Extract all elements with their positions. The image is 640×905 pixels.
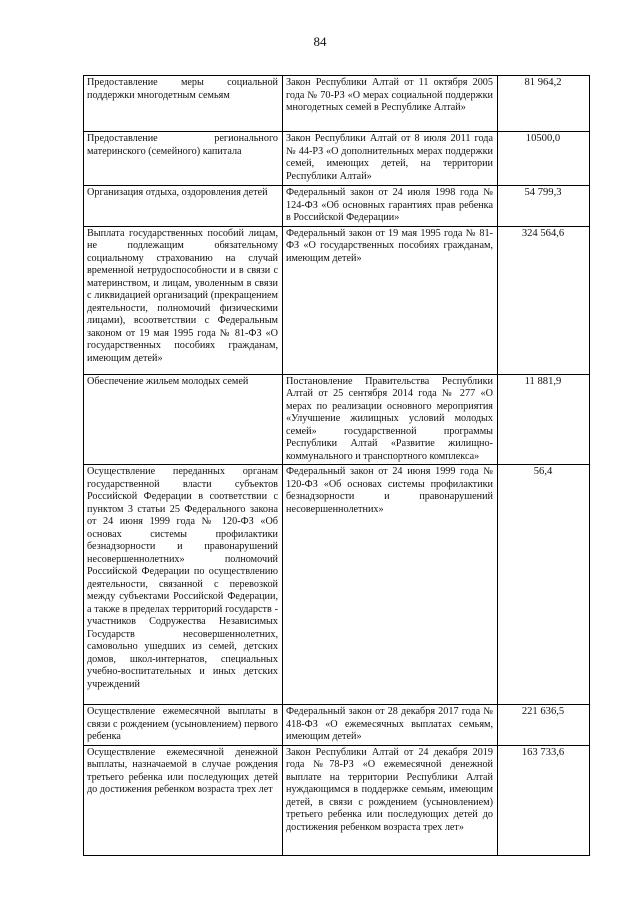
row-amount-text: 11 881,9 [524,375,562,387]
row-name-text: Осуществление ежемесячной денежной выплаты, назначаемой в случае рождения третьего ребенка или последующих детей до достижения ребенком возраста трех лет [87,746,278,795]
row-name-cell [84,132,283,186]
row-name-text: Осуществление переданных органам государственной власти субъектов Российской Федерации в соответствии с пунктом 3 статьи 25 Федерального закона от 24 июня 1999 года № 120-ФЗ «Об основах системы профилактики безнадзорности и правонарушений несовершеннолетних» полномочий Российской Федерации по осуществлению деятельности, связанной с перевозкой между субъектами Российской Федерации, а также в пределах территорий государств - участников Содружества Независимых Государств несовершеннолетних, самовольно ушедших из семей, детских домов, школ-интернатов, специальных учебно-воспитательных и иных детских учреждений [87,466,278,690]
table-row [84,132,590,186]
row-amount-cell [498,226,590,374]
row-amount-text: 81 964,2 [524,77,562,88]
table-row [84,76,590,132]
budget-table [83,75,590,856]
row-basis-text: Закон Республики Алтай от 11 октября 2005 года № 70-РЗ «О мерах социальной поддержки многодетных семей в Республике Алтай» [286,77,493,113]
row-basis-cell [283,745,498,855]
row-basis-cell [283,705,498,746]
row-name-cell [84,745,283,855]
row-amount-text: 56,4 [533,466,553,477]
row-name-cell [84,76,283,132]
row-name-cell [84,465,283,705]
row-basis-text: Федеральный закон от 28 декабря 2017 года № 418-ФЗ «О ежемесячных выплатах семьям, имеющим детей» [286,706,493,742]
row-amount-cell [498,374,590,465]
row-name-text: Предоставление регионального материнского (семейного) капитала [87,133,278,157]
row-amount-text: 221 636,5 [521,706,565,717]
row-basis-text: Закон Республики Алтай от 8 июля 2011 года № 44-РЗ «О дополнительных мерах поддержки семей, имеющих детей, на территории Республики Алтай» [286,133,493,182]
row-basis-cell [283,226,498,374]
row-basis-cell [283,76,498,132]
table-row [84,705,590,746]
row-amount-text: 54 799,3 [524,187,562,198]
page-number: 84 [313,34,327,49]
table-row [84,374,590,465]
row-amount-cell [498,465,590,705]
row-amount-cell [498,745,590,855]
row-name-text: Выплата государственных пособий лицам, не подлежащим обязательному социальному страхованию на случай временной нетрудоспособности и в связи с материнством, и лицам, уволенным в связи с ликвидацией организаций (прекращением деятельности, полномочий физическими лицами), всоответствии с Федеральным законом от 19 мая 1995 года № 81-ФЗ «О государственных пособиях гражданам, имеющим детей» [87,227,278,364]
table-row [84,186,590,227]
row-amount-cell [498,186,590,227]
row-basis-text: Федеральный закон от 24 июня 1999 года № 120-ФЗ «Об основах системы профилактики безнадзорности и правонарушений несовершеннолетних» [286,466,493,515]
row-amount-text: 324 564,6 [521,227,565,239]
row-amount-cell [498,76,590,132]
row-name-cell [84,186,283,227]
row-amount-cell [498,705,590,746]
row-basis-text: Федеральный закон от 24 июля 1998 года № 124-ФЗ «Об основных гарантиях прав ребенка в Российской Федерации» [286,187,493,223]
row-amount-text: 163 733,6 [521,746,565,758]
row-name-cell [84,705,283,746]
row-name-text: Предоставление меры социальной поддержки многодетным семьям [87,77,278,101]
row-basis-cell [283,374,498,465]
row-name-text: Организация отдыха, оздоровления детей [87,187,268,198]
row-amount-text: 10500,0 [525,133,561,144]
row-basis-cell [283,465,498,705]
row-name-cell [84,374,283,465]
row-name-text: Осуществление ежемесячной выплаты в связи с рождением (усыновлением) первого ребенка [87,706,278,742]
row-basis-text: Федеральный закон от 19 мая 1995 года № 81-ФЗ «О государственных пособиях гражданам, имеющим детей» [286,227,493,264]
table-row [84,226,590,374]
row-basis-text: Постановление Правительства Республики Алтай от 25 сентября 2014 года № 277 «О мерах по реализации основного мероприятия «Улучшение жилищных условий молодых семей» государственной программы Республики Алтай «Развитие жилищно-коммунального и транспортного комплекса» [286,375,493,462]
row-name-text: Обеспечение жильем молодых семей [87,375,249,387]
row-basis-cell [283,186,498,227]
row-basis-text: Закон Республики Алтай от 24 декабря 2019 года №78-РЗ «О ежемесячной денежной выплате на территории Республики Алтай нуждающимся в поддержке семьям, имеющим детей, в связи с рождением (усыновлением) третьего ребенка или последующих детей до достижения ребенком возраста трех лет» [286,746,493,833]
row-name-cell [84,226,283,374]
row-amount-cell [498,132,590,186]
table-row [84,465,590,705]
table-row [84,745,590,855]
row-basis-cell [283,132,498,186]
